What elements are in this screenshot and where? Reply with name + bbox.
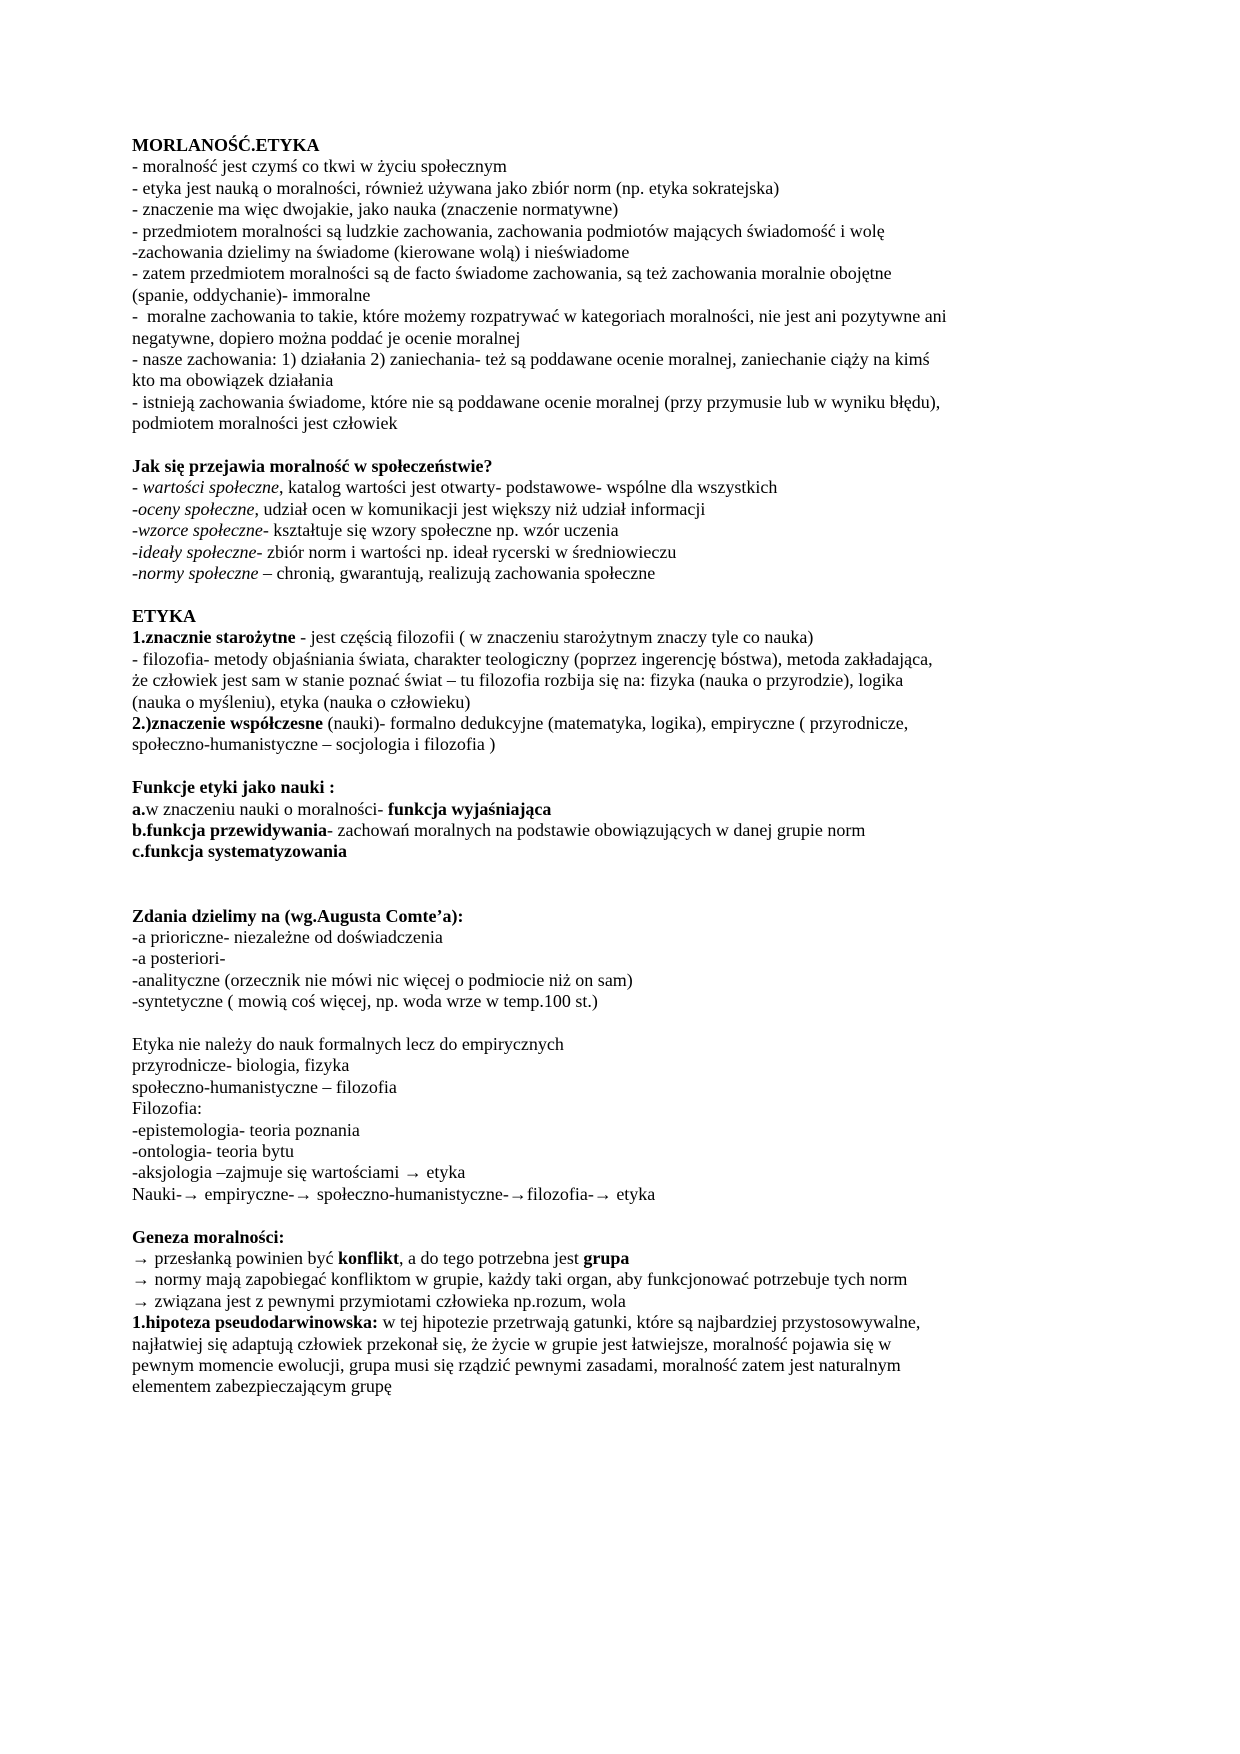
bold-text-segment: 1.hipoteza pseudodarwinowska: (132, 1312, 379, 1333)
text-line (132, 756, 1142, 777)
italic-text-segment: oceny społeczne (138, 498, 255, 519)
text-segment: - jest częścią filozofii ( w znaczeniu starożytnym znaczy tyle co nauka) (295, 627, 814, 648)
text-line (132, 1055, 1142, 1076)
text-line (132, 563, 1142, 584)
text-line (132, 627, 1142, 648)
text-line (132, 221, 1142, 242)
text-segment: - znaczenie ma więc dwojakie, jako nauka (znaczenie normatywne) (132, 199, 619, 220)
text-line (132, 906, 1142, 927)
bold-text-segment: Funkcje etyki jako nauki : (132, 777, 336, 798)
text-segment: - (132, 498, 138, 519)
text-segment: -a prioriczne- niezależne od doświadczenia (132, 926, 443, 947)
text-segment: społeczno-humanistyczne – filozofia (132, 1076, 397, 1097)
italic-text-segment: wartości społeczne (142, 477, 279, 498)
text-line (132, 1355, 1142, 1376)
text-line (132, 178, 1142, 199)
text-segment: - filozofia- metody objaśniania świata, charakter teologiczny (poprzez ingerencję bóstwa), metoda zakładająca, (132, 648, 933, 669)
text-line (132, 1184, 1142, 1205)
text-line (132, 1141, 1142, 1162)
text-line (132, 520, 1142, 541)
italic-text-segment: -normy społeczne (132, 563, 259, 584)
text-segment: -syntetyczne ( mowią coś więcej, np. woda wrze w temp.100 st.) (132, 991, 598, 1012)
bold-text-segment: 1.znacznie starożytne (132, 627, 296, 648)
text-line (132, 777, 1142, 798)
text-segment: - moralne zachowania to takie, które możemy rozpatrywać w kategoriach moralności, nie jest ani pozytywne ani (132, 306, 947, 327)
text-segment: - moralność jest czymś co tkwi w życiu społecznym (132, 156, 507, 177)
text-segment: w znaczeniu nauki o moralności- (145, 798, 388, 819)
text-line (132, 285, 1142, 306)
bold-text-segment: konflikt (337, 1248, 399, 1269)
text-line (132, 713, 1142, 734)
text-line (132, 884, 1142, 905)
text-segment: - przedmiotem moralności są ludzkie zachowania, zachowania podmiotów mających świadomość i wolę (132, 220, 885, 241)
text-line (132, 1269, 1142, 1290)
text-segment: w tej hipotezie przetrwają gatunki, które są najbardziej przystosowywalne, (378, 1312, 921, 1333)
text-line (132, 649, 1142, 670)
text-line (132, 1205, 1142, 1226)
text-segment: kto ma obowiązek działania (132, 370, 334, 391)
text-segment: -zachowania dzielimy na świadome (kierowane wolą) i nieświadome (132, 242, 630, 263)
bold-text-segment: Geneza moralności: (132, 1226, 285, 1247)
text-line (132, 1077, 1142, 1098)
text-line (132, 863, 1142, 884)
text-line (132, 1098, 1142, 1119)
text-segment: , a do tego potrzebna jest (398, 1248, 584, 1269)
text-line (132, 1291, 1142, 1312)
text-segment: - (132, 477, 143, 498)
text-segment: Filozofia: (132, 1098, 202, 1119)
text-line (132, 820, 1142, 841)
text-segment: -analityczne (orzecznik nie mówi nic więcej o podmiocie niż on sam) (132, 969, 633, 990)
text-segment: → przesłanką powinien być (132, 1248, 338, 1269)
text-line (132, 585, 1142, 606)
italic-text-segment: wzorce społeczne (138, 520, 263, 541)
text-segment: najłatwiej się adaptują człowiek przekonał się, że życie w grupie jest łatwiejsze, moralność pojawia się w (132, 1333, 892, 1354)
text-segment: - etyka jest nauką o moralności, również używana jako zbiór norm (np. etyka sokratejska) (132, 177, 780, 198)
text-line (132, 734, 1142, 755)
text-segment: społeczno-humanistyczne – socjologia i filozofia ) (132, 734, 496, 755)
text-segment: (spanie, oddychanie)- immoralne (132, 284, 371, 305)
text-line (132, 306, 1142, 327)
text-segment: - (132, 541, 138, 562)
text-segment: pewnym momencie ewolucji, grupa musi się rządzić pewnymi zasadami, moralność zatem jest naturalnym (132, 1355, 901, 1376)
text-line (132, 242, 1142, 263)
text-segment: przyrodnicze- biologia, fizyka (132, 1055, 350, 1076)
text-line (132, 1013, 1142, 1034)
text-segment: - istnieją zachowania świadome, które nie są poddawane ocenie moralnej (przy przymusie lub w wyniku błędu), (132, 391, 941, 412)
italic-text-segment: ideały społeczne (138, 541, 257, 562)
text-line (132, 1227, 1142, 1248)
text-line (132, 1334, 1142, 1355)
text-segment: - (132, 520, 138, 541)
bold-text-segment: Jak się przejawia moralność w społeczeństwie? (132, 456, 493, 477)
text-segment: (nauki)- formalno dedukcyjne (matematyka, logika), empiryczne ( przyrodnicze, (322, 712, 909, 733)
bold-text-segment: b.funkcja przewidywania (132, 819, 328, 840)
text-line (132, 328, 1142, 349)
text-line (132, 799, 1142, 820)
text-segment: - zatem przedmiotem moralności są de facto świadome zachowania, są też zachowania moralnie obojętne (132, 263, 892, 284)
text-segment: - zbiór norm i wartości np. ideał rycerski w średniowieczu (256, 541, 677, 562)
text-line (132, 499, 1142, 520)
bold-text-segment: Zdania dzielimy na (wg.Augusta Comte’a): (132, 905, 464, 926)
text-segment: negatywne, dopiero można poddać je ocenie moralnej (132, 327, 521, 348)
text-line (132, 542, 1142, 563)
text-segment: - zachowań moralnych na podstawie obowiązujących w danej grupie norm (327, 819, 866, 840)
text-line (132, 263, 1142, 284)
text-line (132, 692, 1142, 713)
text-line (132, 413, 1142, 434)
text-line (132, 606, 1142, 627)
bold-text-segment: funkcja wyjaśniająca (387, 798, 552, 819)
text-segment: - nasze zachowania: 1) działania 2) zaniechania- też są poddawane ocenie moralnej, zaniechanie ciąży na kimś (132, 349, 930, 370)
bold-text-segment: c.funkcja systematyzowania (132, 841, 347, 862)
text-line (132, 670, 1142, 691)
text-segment: → związana jest z pewnymi przymiotami człowieka np.rozum, wola (132, 1290, 626, 1311)
text-line (132, 1248, 1142, 1269)
document-content (132, 135, 1142, 1398)
text-segment: – chronią, gwarantują, realizują zachowania społeczne (258, 563, 656, 584)
text-segment: -ontologia- teoria bytu (132, 1141, 294, 1161)
text-line (132, 927, 1142, 948)
text-segment: (nauka o myśleniu), etyka (nauka o człowieku) (132, 691, 471, 712)
text-line (132, 456, 1142, 477)
text-line (132, 199, 1142, 220)
text-line (132, 1376, 1142, 1397)
text-segment: podmiotem moralności jest człowiek (132, 413, 398, 434)
text-line (132, 156, 1142, 177)
bold-text-segment: grupa (583, 1248, 630, 1269)
text-segment: Etyka nie należy do nauk formalnych lecz do empirycznych (132, 1033, 564, 1054)
text-segment: elementem zabezpieczającym grupę (132, 1376, 392, 1397)
text-line (132, 1312, 1142, 1333)
text-segment: → normy mają zapobiegać konfliktom w grupie, każdy taki organ, aby funkcjonować potrzebuje tych norm (132, 1269, 908, 1290)
bold-text-segment: MORLANOŚĆ.ETYKA (132, 135, 320, 155)
text-line (132, 349, 1142, 370)
bold-text-segment: a. (132, 798, 146, 819)
text-line (132, 991, 1142, 1012)
text-line (132, 970, 1142, 991)
bold-text-segment: 2.)znaczenie współczesne (132, 712, 323, 733)
text-line (132, 948, 1142, 969)
text-line (132, 1162, 1142, 1183)
text-line (132, 370, 1142, 391)
text-line (132, 435, 1142, 456)
text-line (132, 392, 1142, 413)
text-segment: -epistemologia- teoria poznania (132, 1119, 360, 1140)
text-line (132, 1034, 1142, 1055)
text-segment: że człowiek jest sam w stanie poznać świat – tu filozofia rozbija się na: fizyka (nauka o przyrodzie), logika (132, 670, 904, 691)
text-segment: , katalog wartości jest otwarty- podstawowe- wspólne dla wszystkich (279, 477, 778, 498)
text-segment: - kształtuje się wzory społeczne np. wzór uczenia (262, 520, 619, 541)
text-line (132, 1120, 1142, 1141)
text-segment: -a posteriori- (132, 948, 226, 969)
text-segment: Nauki-→ empiryczne-→ społeczno-humanistyczne-→filozofia-→ etyka (132, 1183, 656, 1204)
text-line (132, 477, 1142, 498)
text-segment: , udział ocen w komunikacji jest większy niż udział informacji (254, 498, 706, 519)
text-line (132, 841, 1142, 862)
text-line (132, 135, 1142, 156)
text-segment: -aksjologia –zajmuje się wartościami → etyka (132, 1162, 466, 1183)
bold-text-segment: ETYKA (132, 605, 197, 626)
